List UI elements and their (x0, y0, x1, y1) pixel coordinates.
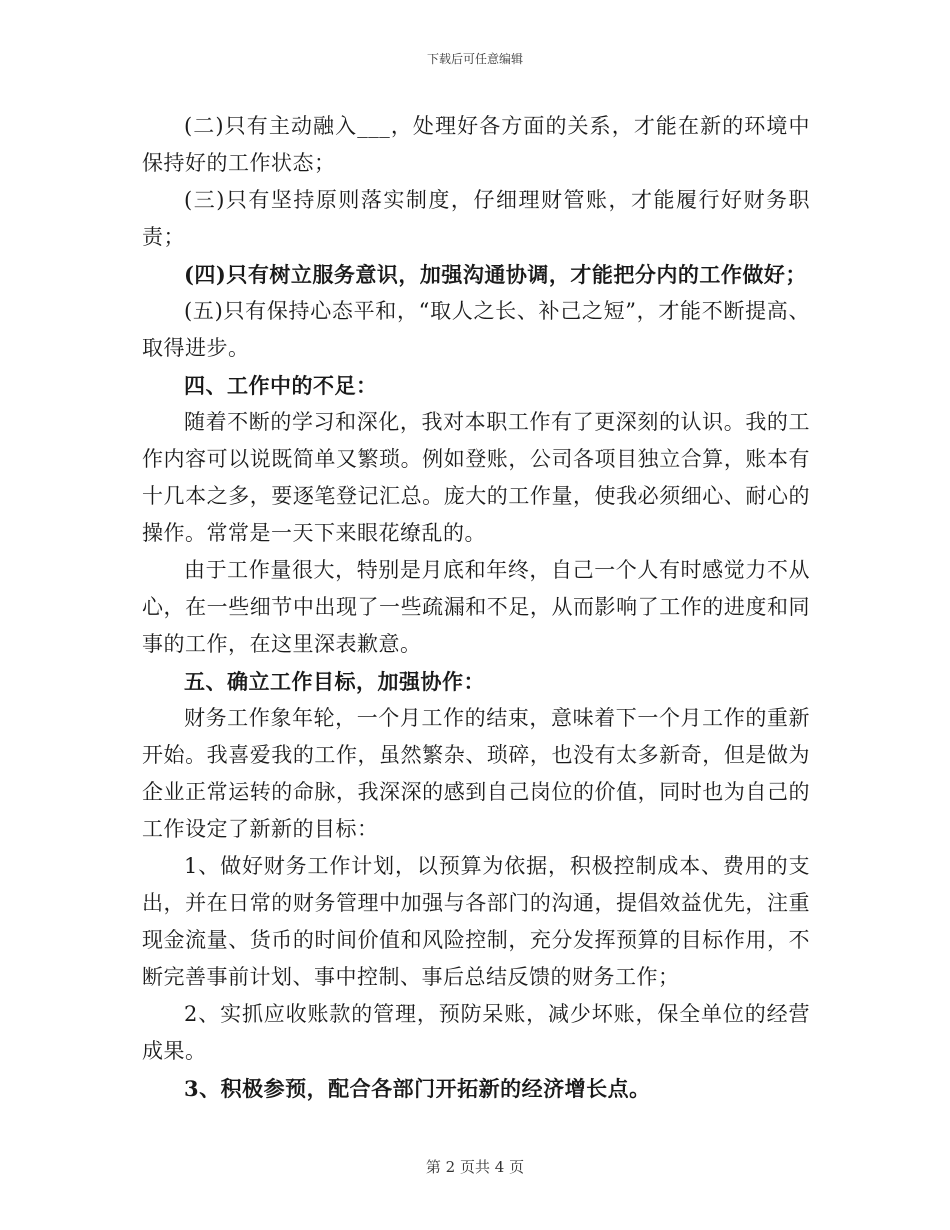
paragraph: 3、积极参预，配合各部门开拓新的经济增长点。 (184, 1076, 651, 1101)
document-body (142, 108, 810, 1107)
section-heading: 四、工作中的不足： (184, 373, 378, 398)
section-heading: 五、确立工作目标，加强协作： (184, 669, 485, 694)
paragraph: 财务工作象年轮，一个月工作的结束，意味着下一个月工作的重新开始。我喜爱我的工作，虽然繁杂、琐碎，也没有太多新奇，但是做为企业正常运转的命脉，我深深的感到自己岗位的价值，同时也为自己的工作设定了新新的目标： (142, 706, 810, 841)
page-header: 下载后可任意编辑 (426, 52, 523, 66)
paragraph: 由于工作量很大，特别是月底和年终，自己一个人有时感觉力不从心，在一些细节中出现了一些疏漏和不足，从而影响了工作的进度和同事的工作，在这里深表歉意。 (142, 558, 810, 656)
paragraph: 随着不断的学习和深化，我对本职工作有了更深刻的认识。我的工作内容可以说既简单又繁琐。例如登账，公司各项目独立合算，账本有十几本之多，要逐笔登记汇总。庞大的工作量，使我必须细心、耐心的操作。常常是一天下来眼花缭乱的。 (142, 410, 810, 545)
paragraph: (四)只有树立服务意识，加强沟通协调，才能把分内的工作做好； (184, 262, 807, 287)
paragraph: (二)只有主动融入___，处理好各方面的关系，才能在新的环境中保持好的工作状态； (142, 114, 810, 175)
paragraph: 2、实抓应收账款的管理，预防呆账，减少坏账，保全单位的经营成果。 (142, 1002, 810, 1063)
paragraph: 1、做好财务工作计划，以预算为依据，积极控制成本、费用的支出，并在日常的财务管理中加强与各部门的沟通，提倡效益优先，注重现金流量、货币的时间价值和风险控制，充分发挥预算的目标作用，不断完善事前计划、事中控制、事后总结反馈的财务工作； (142, 854, 810, 989)
paragraph: (五)只有保持心态平和，“取人之长、补己之短”，才能不断提高、取得进步。 (142, 299, 810, 360)
paragraph: (三)只有坚持原则落实制度，仔细理财管账，才能履行好财务职责； (142, 188, 810, 249)
page-footer: 第 2 页共 4 页 (425, 1158, 525, 1176)
